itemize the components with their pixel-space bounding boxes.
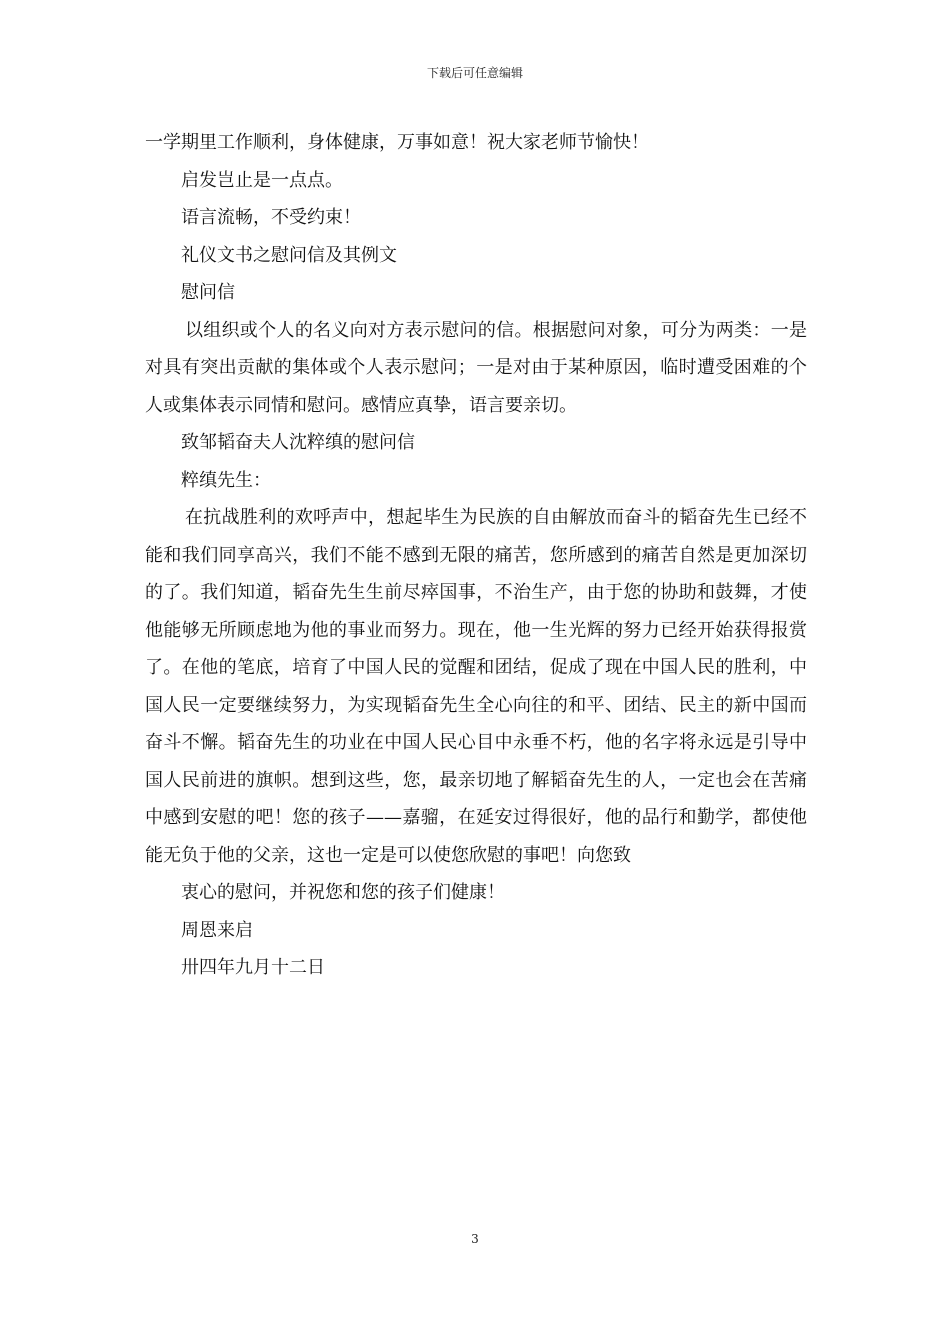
- page-number: 3: [471, 1232, 479, 1246]
- paragraph-definition: 以组织或个人的名义向对方表示慰问的信。根据慰问对象，可分为两类：一是对具有突出贡献的集体或个人表示慰问；一是对由于某种原因，临时遭受困难的个人或集体表示同情和慰问。感情应真挚，语言要亲切。: [145, 319, 807, 416]
- section-heading: 礼仪文书之慰问信及其例文: [181, 244, 397, 266]
- letter-body: 在抗战胜利的欢呼声中，想起毕生为民族的自由解放而奋斗的韬奋先生已经不能和我们同享高兴，我们不能不感到无限的痛苦，您所感到的痛苦自然是更加深切的了。我们知道，韬奋先生生前尽瘁国事，不治生产，由于您的协助和鼓舞，才使他能够无所顾虑地为他的事业而努力。现在，他一生光辉的努力已经开始获得报赏了。在他的笔底，培育了中国人民的觉醒和团结，促成了现在中国人民的胜利，中国人民一定要继续努力，为实现韬奋先生全心向往的和平、团结、民主的新中国而奋斗不懈。韬奋先生的功业在中国人民心目中永垂不朽，他的名字将永远是引导中国人民前进的旗帜。想到这些，您，最亲切地了解韬奋先生的人，一定也会在苦痛中感到安慰的吧！您的孩子——嘉骝，在延安过得很好，他的品行和勤学，都使他能无负于他的父亲，这也一定是可以使您欣慰的事吧！向您致: [145, 507, 807, 866]
- paragraph-language: 语言流畅，不受约束！: [181, 207, 361, 228]
- letter-salutation: 粹缜先生：: [181, 469, 271, 491]
- paragraph-blessing: 一学期里工作顺利，身体健康，万事如意！祝大家老师节愉快！: [145, 132, 649, 153]
- letter-signature: 周恩来启: [181, 919, 253, 941]
- page-header: 下载后可任意编辑: [426, 66, 523, 80]
- letter-closing: 衷心的慰问，并祝您和您的孩子们健康！: [181, 882, 505, 903]
- subsection-heading: 慰问信: [181, 282, 235, 303]
- paragraph-inspiration: 启发岂止是一点点。: [181, 169, 343, 191]
- document-body: [145, 124, 807, 987]
- letter-date: 卅四年九月十二日: [181, 957, 325, 978]
- letter-title: 致邹韬奋夫人沈粹缜的慰问信: [181, 432, 415, 453]
